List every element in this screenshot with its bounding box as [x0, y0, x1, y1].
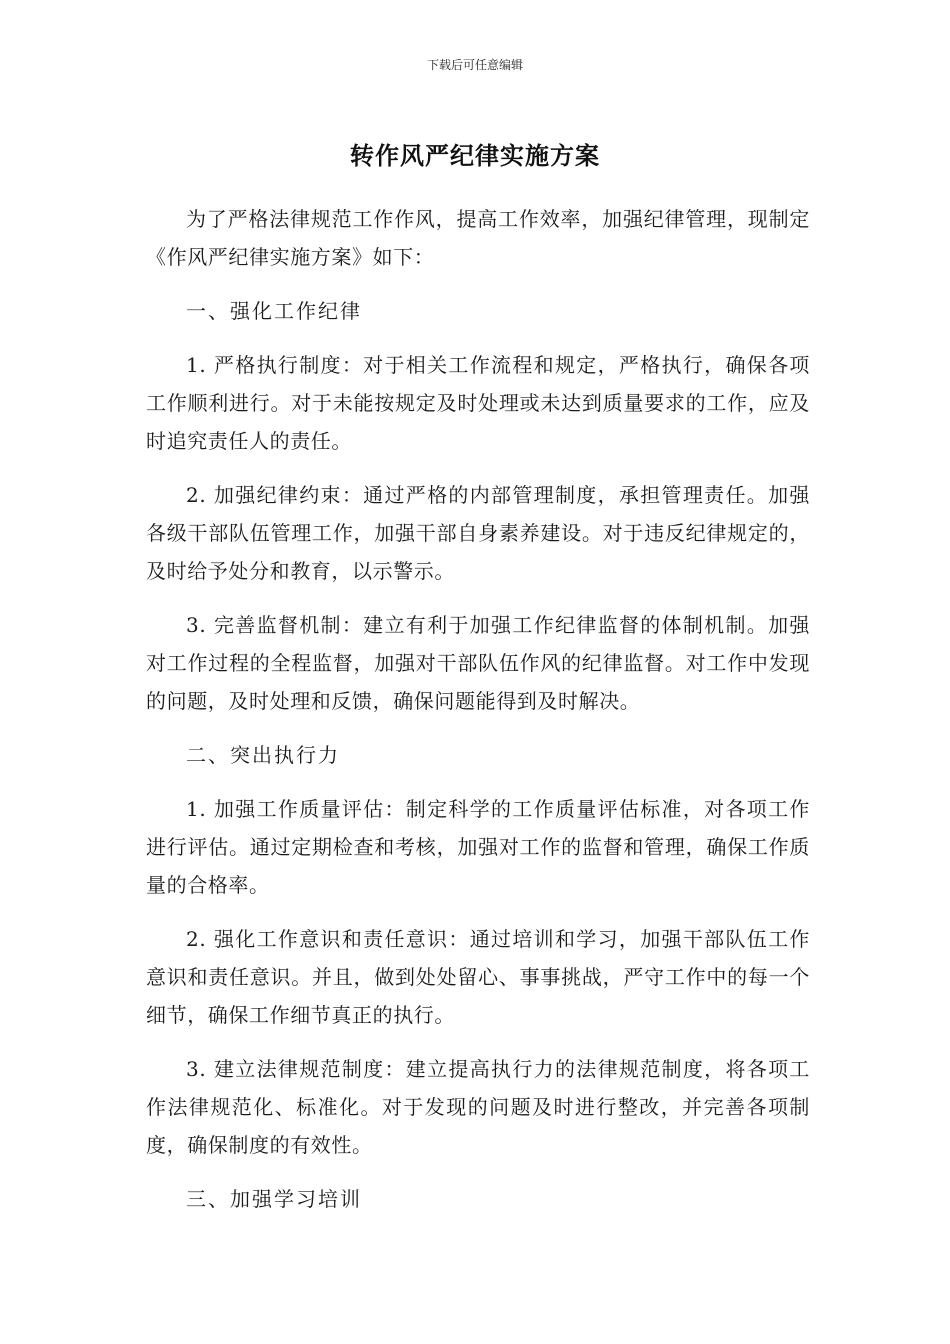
section-1-item-2: 2. 加强纪律约束：通过严格的内部管理制度，承担管理责任。加强各级干部队伍管理工作，加强干部自身素养建设。对于违反纪律规定的，及时给予处分和教育，以示警示。 [146, 483, 810, 583]
section-2-item-3: 3. 建立法律规范制度：建立提高执行力的法律规范制度，将各项工作法律规范化、标准化。对于发现的问题及时进行整改，并完善各项制度，确保制度的有效性。 [146, 1057, 810, 1157]
intro-paragraph: 为了严格法律规范工作作风，提高工作效率，加强纪律管理，现制定《作风严纪律实施方案》如下： [146, 207, 810, 269]
document-body [146, 200, 810, 1234]
section-1-item-3: 3. 完善监督机制：建立有利于加强工作纪律监督的体制机制。加强对工作过程的全程监督，加强对干部队伍作风的纪律监督。对工作中发现的问题，及时处理和反馈，确保问题能得到及时解决。 [146, 613, 810, 713]
section-3-heading: 三、加强学习培训 [186, 1187, 362, 1211]
page-title: 转作风严纪律实施方案 [350, 142, 600, 170]
section-2-item-1: 1. 加强工作质量评估：制定科学的工作质量评估标准，对各项工作进行评估。通过定期检查和考核，加强对工作的监督和管理，确保工作质量的合格率。 [146, 797, 810, 897]
section-2-heading: 二、突出执行力 [186, 743, 340, 767]
header-note: 下载后可任意编辑 [426, 58, 523, 72]
section-1-item-1: 1. 严格执行制度：对于相关工作流程和规定，严格执行，确保各项工作顺利进行。对于未能按规定及时处理或未达到质量要求的工作，应及时追究责任人的责任。 [146, 353, 810, 453]
section-1-heading: 一、强化工作纪律 [186, 299, 362, 323]
section-2-item-2: 2. 强化工作意识和责任意识：通过培训和学习，加强干部队伍工作意识和责任意识。并且，做到处处留心、事事挑战，严守工作中的每一个细节，确保工作细节真正的执行。 [146, 927, 810, 1027]
